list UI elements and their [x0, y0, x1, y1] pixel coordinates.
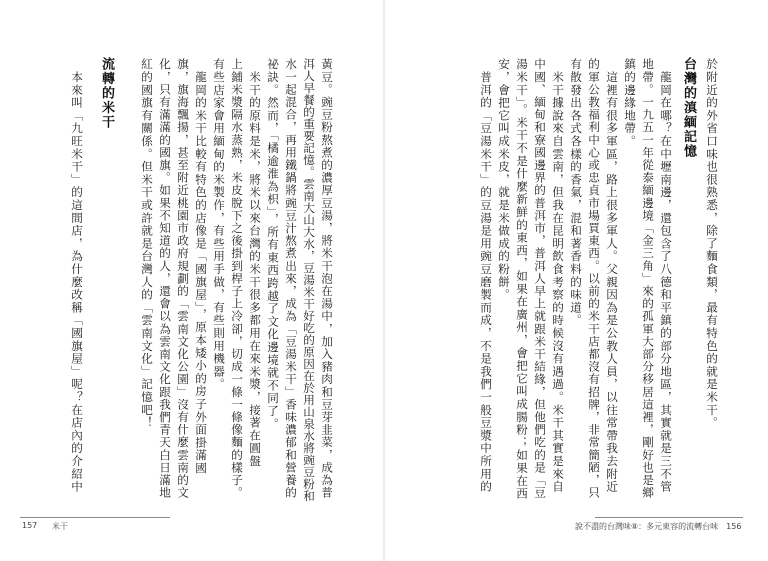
left-column: 米干的原料是米，將米以來台灣的米干很多都用在來米漿，接著在圓盤	[248, 58, 262, 468]
left-last-column: 本來叫「九旺米干」的這間店，為什麼改稱「國旗屋」呢？在店內的介紹中	[70, 58, 84, 494]
right-column: 安，會把它叫成米皮，就是米做成的粉餅。	[497, 58, 511, 302]
right-column: 米干據說來自雲南，但我在昆明飲食考察的時候沒有遇過。米干其實是來自	[551, 58, 565, 494]
left-column: 洱人早餐的重要記憶。雲南大山大水，豆湯米干好吃的原因在於用山泉水將豌豆粉和	[302, 58, 316, 502]
right-column: 鎮的邊緣地帶。	[623, 58, 637, 148]
left-page	[0, 0, 383, 561]
right-column: 中國、緬甸和寮國邊界的普洱市，普洱人早上就跟米干結緣，但他們吃的是「豆	[533, 58, 547, 499]
left-column: 旗，旗海飄揚，甚至附近桃園市政府規劃的「雲南文化公園」沒有什麼雲南的文	[176, 58, 190, 499]
left-section-heading: 流轉的米干	[99, 57, 114, 130]
right-column: 普洱的「豆湯米干」的豆湯是用豌豆磨製而成，不是我們一般豆漿中所用的	[479, 58, 493, 494]
left-folio-rule	[20, 517, 170, 518]
left-column: 上鋪米漿隔水蒸熟，米皮脫下之後掛到桿子上冷卻，切成一條一條像麵的樣子。	[230, 58, 244, 499]
left-column: 化，只有滿滿的國旗。如果不知道的人，還會以為雲南文化跟我們青天白日滿地	[158, 58, 172, 499]
left-column: 水一起混合，再用鐵鍋將豌豆汁熬煮出來，成為「豆湯米干」香味濃郁和營養的	[284, 58, 298, 499]
right-column: 的軍公教福利中心或忠貞市場買東西。以前的米干店都沒有招牌，非常簡陋，只	[587, 58, 601, 499]
right-column: 有散發出各式各樣的香氣，混和著香料的味道。	[569, 58, 583, 327]
left-column: 有些店家會用緬甸的米製作，有些用手做，有些則用機器。	[212, 58, 226, 391]
left-column: 黃豆。豌豆粉熬煮的濃厚豆湯，將米干泡在湯中，加入豬肉和豆芽韭菜，成為普	[320, 58, 334, 499]
right-column: 湯米干」。米干不是什麼新鮮的東西，如果在廣州，會把它叫成腸粉；如果在西	[515, 58, 529, 501]
right-folio-rule	[595, 517, 743, 518]
left-page-number: 157	[22, 521, 38, 530]
right-column: 龍岡在哪？在中壢南邊，還包含了八德和平鎮的部分地區，其實就是三不管	[659, 58, 673, 494]
left-column: 龍岡的米干比較有特色的店像是「國旗屋」，原本矮小的房子外面掛滿國	[194, 58, 208, 475]
right-page	[385, 0, 768, 561]
right-top-line: 於附近的外省口味也很熟悉，除了麵食類，最有特色的就是米干。	[705, 58, 719, 430]
right-column: 這裡有很多軍區，路上很多軍人。父親因為是公教人員，以往常帶我去附近	[605, 58, 619, 494]
left-column: 祕訣。然而，「橘逾淮為枳」，所有東西跨越了文化邊境就不同了。	[266, 58, 280, 431]
left-column: 紅的國旗有關係。但米干或許就是台灣人的「雲南文化」記憶吧！	[140, 58, 154, 430]
right-section-heading: 台灣的滇緬記憶	[681, 57, 696, 159]
right-column: 地帶。一九五一年從泰緬邊境「金三角」來的孤軍大部分移居這裡，剛好也是鄉	[641, 58, 655, 499]
left-page-running-title: 米干	[52, 522, 68, 531]
right-page-folio: 說不盡的台灣味⑧：多元東容的流轉台味 156	[575, 522, 742, 531]
